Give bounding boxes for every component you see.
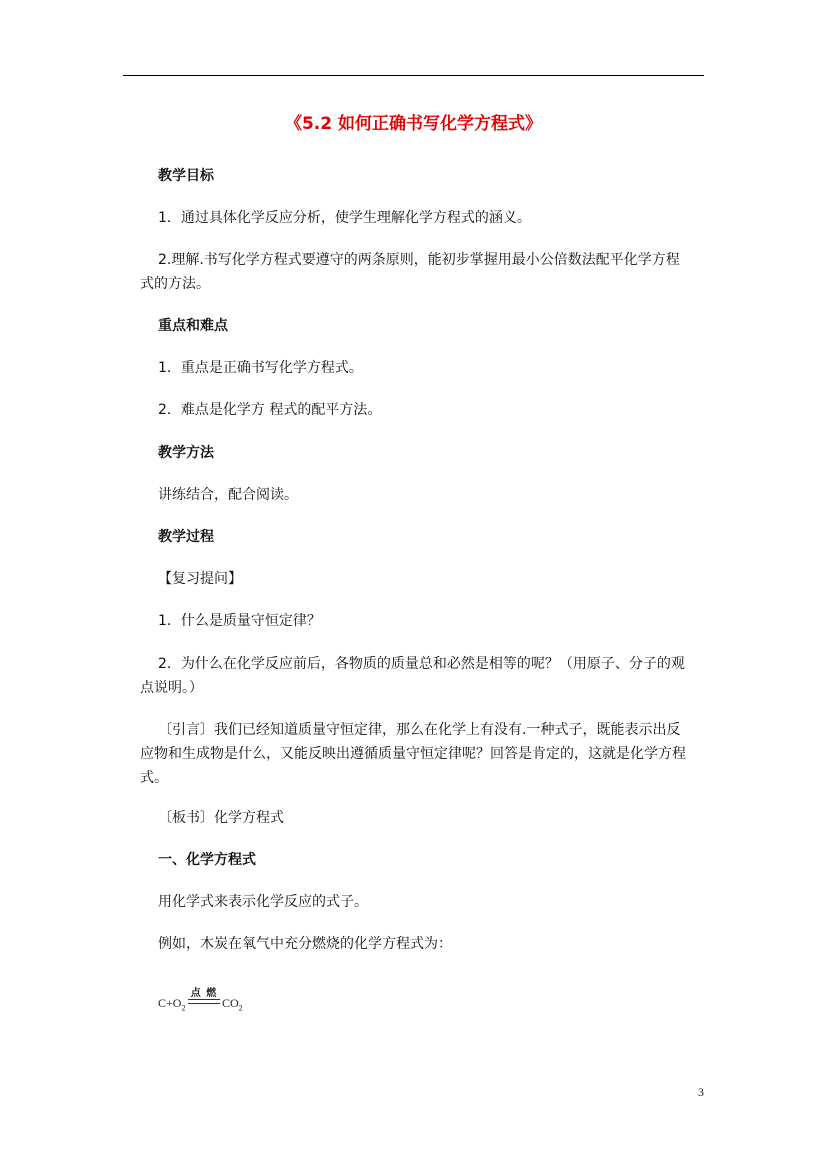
review-heading: 【复习提问】 (158, 571, 242, 587)
page-number: 3 (698, 1085, 704, 1099)
methods-text: 讲练结合，配合阅读。 (158, 487, 298, 503)
equation-condition-arrow (186, 986, 222, 1010)
equation-reactants: $C+O_2$ (158, 996, 186, 1013)
review-question-2-line-1: 2．为什么在化学反应前后，各物质的质量总和必然是相等的呢？（用原子、分子的观 (158, 656, 685, 672)
header-rule (123, 75, 704, 76)
goals-heading: 教学目标 (158, 168, 214, 184)
review-question-1: 1．什么是质量守恒定律？ (158, 613, 321, 629)
review-question-2-line-2: 点说明。） (140, 680, 203, 696)
chem-eq-example: 例如，木炭在氧气中充分燃烧的化学方程式为： (158, 936, 452, 952)
board-note: 〔板书〕化学方程式 (158, 810, 284, 826)
intro-line-1: 〔引言〕我们已经知道质量守恒定律，那么在化学上有没有.一种式子，既能表示出反 (158, 722, 681, 738)
intro-line-2: 应物和生成物是什么，又能反映出遵循质量守恒定律呢？回答是肯定的，这就是化学方程 (140, 746, 686, 762)
equals-bars (188, 999, 220, 1004)
key-points-item-2: 2．难点是化学方 程式的配平方法。 (158, 402, 382, 418)
process-heading: 教学过程 (158, 529, 214, 545)
equation-products: $CO_2$ (222, 996, 243, 1013)
chem-eq-heading: 一、化学方程式 (158, 852, 256, 868)
methods-heading: 教学方法 (158, 445, 214, 461)
key-points-heading: 重点和难点 (158, 318, 228, 334)
key-points-item-1: 1．重点是正确书写化学方程式。 (158, 360, 363, 376)
goals-item-2-line-1: 2.理解.书写化学方程式要遵守的两条原则，能初步掌握用最小公倍数法配平化学方程 (158, 252, 680, 268)
equation-condition: 点 燃 (190, 988, 218, 999)
intro-line-3: 式。 (140, 770, 168, 786)
chem-eq-definition: 用化学式来表示化学反应的式子。 (158, 894, 368, 910)
goals-item-2-line-2: 式的方法。 (140, 276, 210, 292)
page-title: 《5.2 如何正确书写化学方程式》 (284, 114, 543, 134)
goals-item-1: 1．通过具体化学反应分析，使学生理解化学方程式的涵义。 (158, 210, 531, 226)
